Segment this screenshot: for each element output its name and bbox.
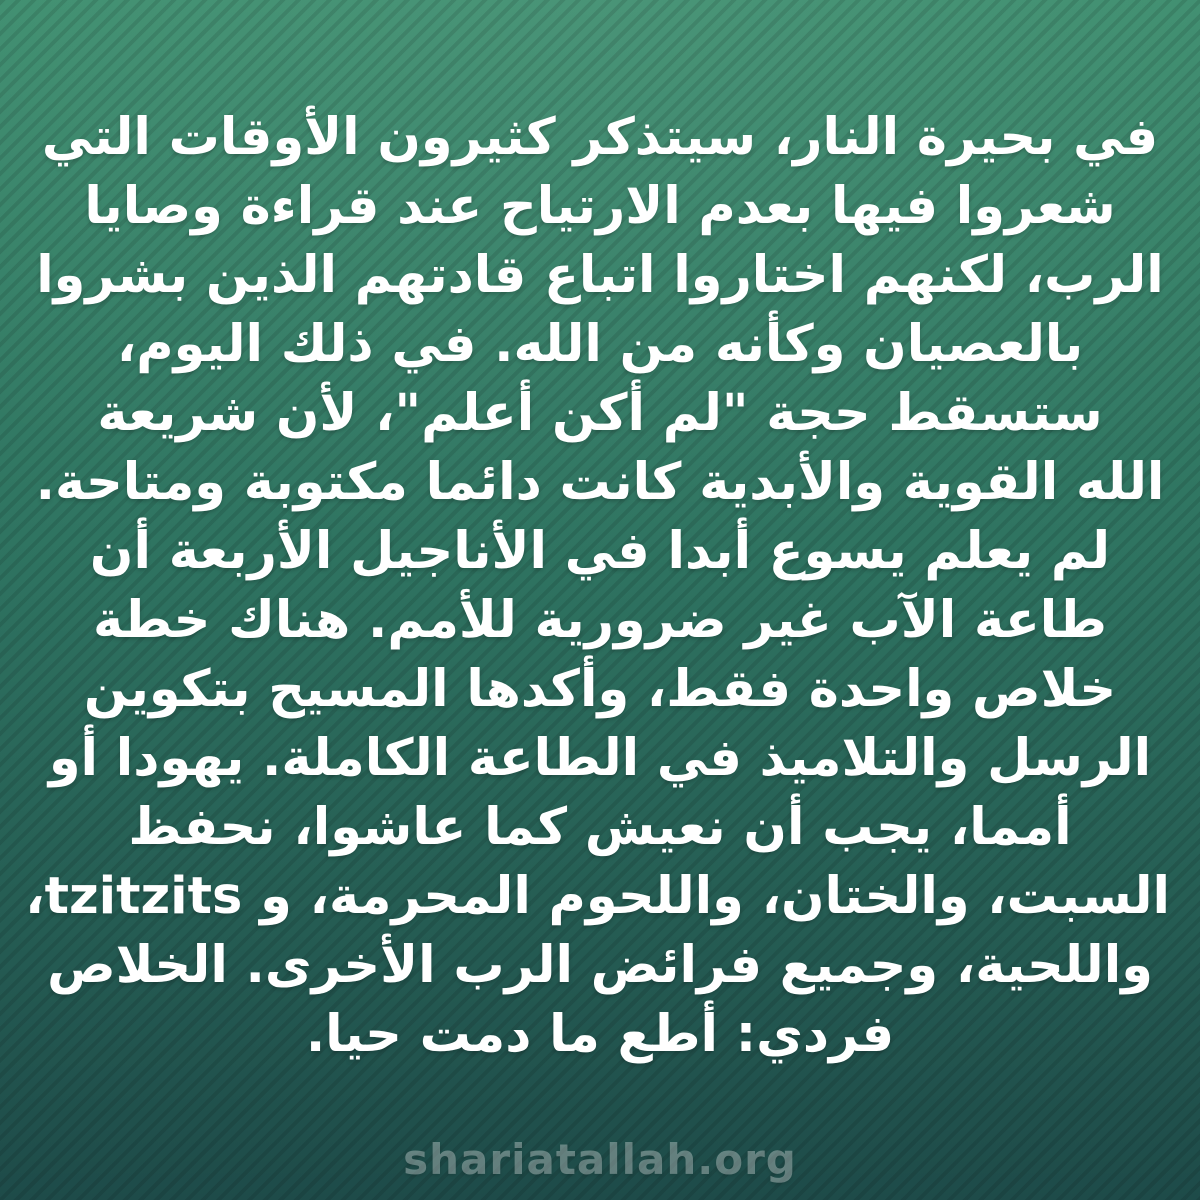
quote-text-block [25, 103, 1170, 1069]
quote-line: الرب، لكنهم اختاروا اتباع قادتهم الذين بشروا [36, 246, 1164, 305]
quote-line: في بحيرة النار، سيتذكر كثيرون الأوقات التي [41, 108, 1159, 167]
quote-line: الله القوية والأبدية كانت دائما مكتوبة ومتاحة. [35, 453, 1165, 512]
watermark: shariatallah.org [403, 1135, 797, 1184]
quote-line: خلاص واحدة فقط، وأكدها المسيح بتكوين [83, 660, 1117, 719]
quote-line: بالعصيان وكأنه من الله. في ذلك اليوم، [116, 315, 1084, 374]
quote-line: الرسل والتلاميذ في الطاعة الكاملة. يهودا أو [48, 729, 1152, 788]
quote-line: السبت، والختان، واللحوم المحرمة، و tzitzits، [25, 867, 1170, 926]
quote-line: أمما، يجب أن نعيش كما عاشوا، نحفظ [128, 798, 1072, 857]
quote-line: فردي: أطع ما دمت حيا. [305, 1005, 895, 1064]
quote-line: شعروا فيها بعدم الارتياح عند قراءة وصايا [84, 177, 1116, 236]
quote-line: طاعة الآب غير ضرورية للأمم. هناك خطة [93, 591, 1107, 650]
quote-line: ستسقط حجة "لم أكن أعلم"، لأن شريعة [97, 384, 1103, 443]
quote-line: واللحية، وجميع فرائض الرب الأخرى. الخلاص [47, 936, 1153, 995]
quote-line: لم يعلم يسوع أبدا في الأناجيل الأربعة أن [89, 522, 1111, 581]
